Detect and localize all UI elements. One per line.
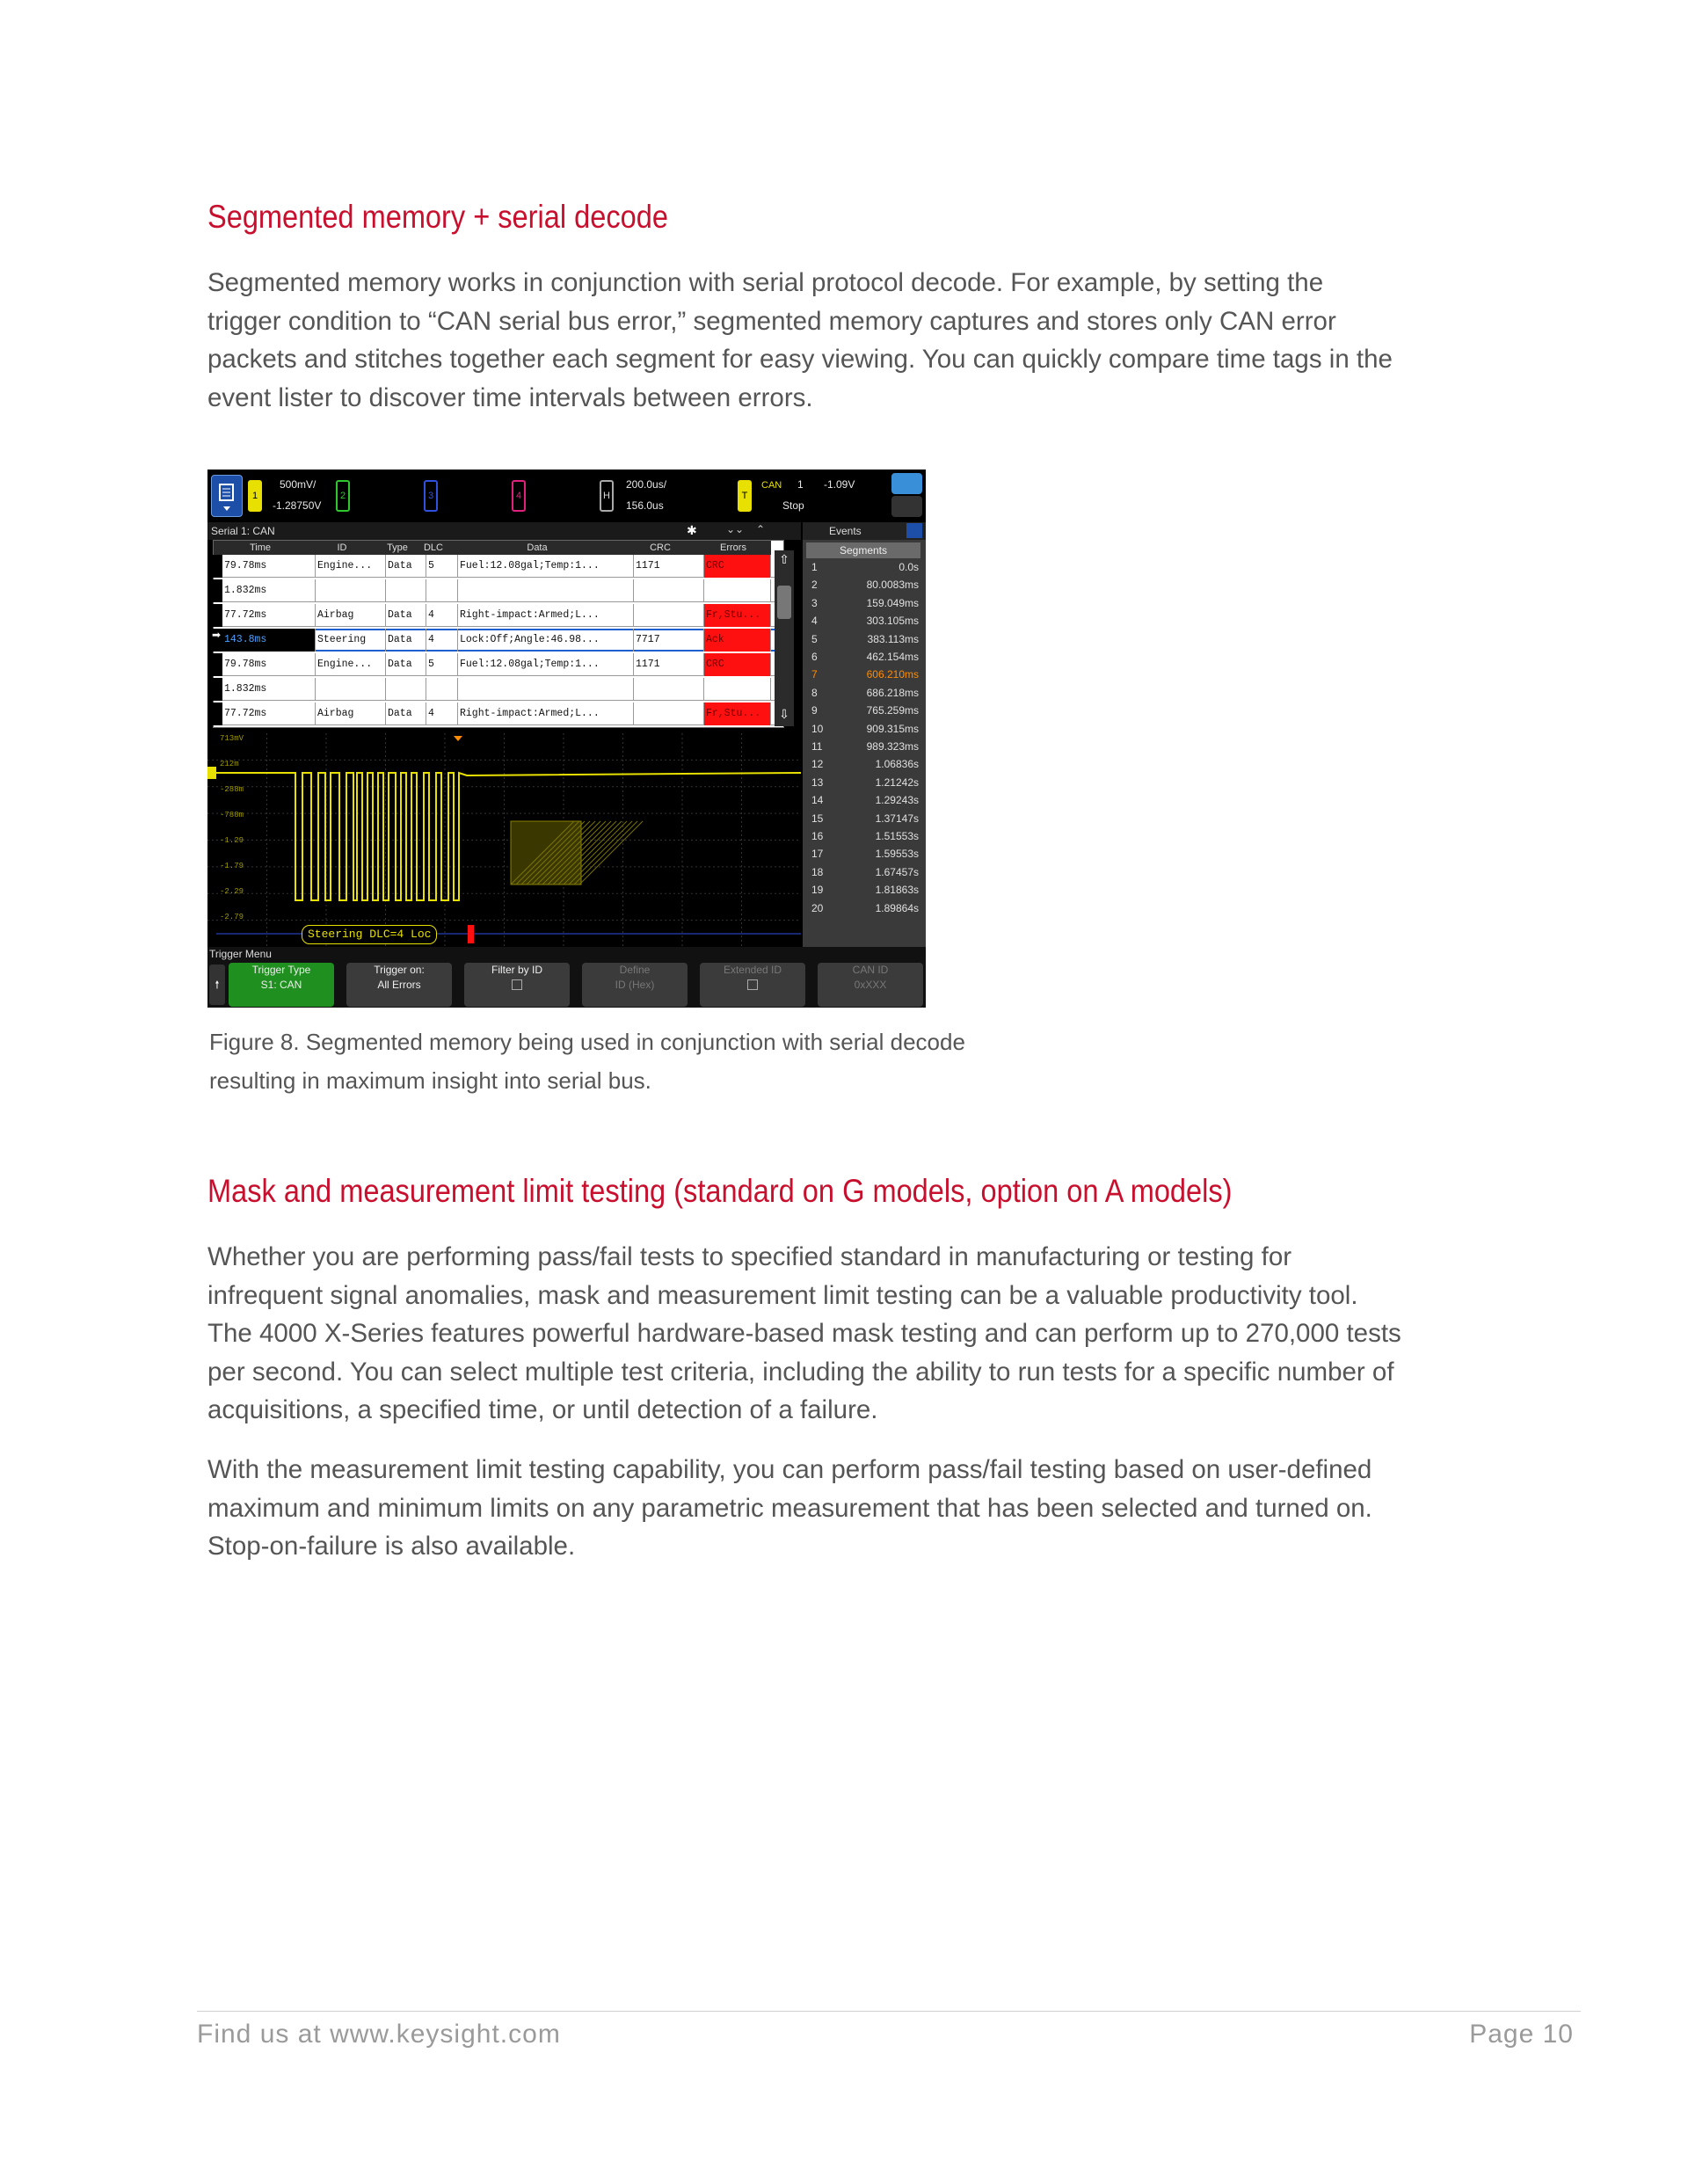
segment-time: 462.154ms bbox=[866, 651, 919, 663]
segment-list-item[interactable] bbox=[803, 830, 926, 848]
segment-number: 12 bbox=[811, 758, 824, 771]
cell-id bbox=[316, 579, 386, 602]
cell-time: 77.72ms bbox=[222, 703, 316, 725]
cell-crc bbox=[634, 703, 704, 725]
softkey-define[interactable] bbox=[582, 963, 688, 1007]
segment-list-item[interactable] bbox=[803, 668, 926, 687]
cell-data: Lock:Off;Angle:46.98... bbox=[458, 629, 634, 652]
cell-dlc: 5 bbox=[426, 653, 458, 676]
ch1-scale: 500mV/ bbox=[280, 478, 316, 491]
cell-errors: CRC bbox=[704, 653, 771, 676]
menu-icon[interactable] bbox=[211, 475, 243, 517]
events-menu-icon[interactable] bbox=[906, 523, 922, 538]
waveform-mini-icon[interactable] bbox=[891, 496, 922, 517]
gear-icon[interactable]: ✱ bbox=[687, 523, 697, 537]
channel-4-button[interactable]: 4 bbox=[512, 480, 526, 512]
paragraph-line: packets and stitches together each segment for easy viewing. You can quickly compare time tags in the bbox=[207, 345, 1393, 375]
segment-list-item[interactable] bbox=[803, 740, 926, 759]
segment-number: 4 bbox=[811, 615, 818, 628]
segment-list-item[interactable] bbox=[803, 776, 926, 795]
cell-time: 143.8ms bbox=[222, 629, 316, 652]
events-tab[interactable]: Events bbox=[829, 525, 862, 537]
segment-time: 1.06836s bbox=[875, 758, 919, 771]
cell-id: Steering bbox=[316, 629, 386, 652]
table-row[interactable] bbox=[214, 678, 783, 701]
softkey-value: 0xXXX bbox=[854, 979, 887, 991]
row-selector[interactable] bbox=[212, 678, 222, 701]
display-icon[interactable] bbox=[891, 473, 922, 494]
segment-number: 16 bbox=[811, 830, 824, 842]
arrow-up-icon[interactable]: ⇧ bbox=[779, 552, 789, 566]
cell-data bbox=[458, 678, 634, 701]
section2-paragraph-2 bbox=[207, 1451, 1491, 1566]
trigger-level: -1.09V bbox=[824, 478, 855, 491]
paragraph-line: acquisitions, a specified time, or until detection of a failure. bbox=[207, 1395, 878, 1425]
segment-list-item[interactable] bbox=[803, 758, 926, 776]
decode-label: Steering DLC=4 Loc bbox=[302, 925, 437, 944]
segment-time: 989.323ms bbox=[866, 740, 919, 753]
section2-paragraph-1 bbox=[207, 1238, 1491, 1430]
cell-type: Data bbox=[386, 629, 426, 652]
segment-time: 1.29243s bbox=[875, 794, 919, 807]
segment-time: 1.81863s bbox=[875, 884, 919, 897]
cell-crc bbox=[634, 579, 704, 602]
cell-errors: Ack bbox=[704, 629, 771, 652]
paragraph-line: per second. You can select multiple test criteria, including the ability to run tests for a specific number of bbox=[207, 1357, 1394, 1387]
cell-id: Airbag bbox=[316, 703, 386, 725]
segment-number: 10 bbox=[811, 722, 824, 735]
column-header-dlc: DLC bbox=[418, 541, 449, 555]
segment-time: 80.0083ms bbox=[866, 579, 919, 592]
segment-number: 18 bbox=[811, 865, 824, 878]
y-axis-label: -2.29 bbox=[220, 887, 244, 896]
checkbox[interactable] bbox=[512, 979, 522, 990]
softkey-filter-by-id[interactable] bbox=[464, 963, 570, 1007]
row-selector[interactable]: ➡ bbox=[212, 629, 222, 652]
segment-list-item[interactable] bbox=[803, 561, 926, 579]
paragraph-line: Stop-on-failure is also available. bbox=[207, 1532, 576, 1562]
segment-list-item[interactable] bbox=[803, 633, 926, 652]
chevron-down-icon[interactable]: ⌄⌄ bbox=[726, 523, 745, 535]
channel-2-button[interactable]: 2 bbox=[336, 480, 350, 512]
cell-type: Data bbox=[386, 555, 426, 578]
cell-crc bbox=[634, 678, 704, 701]
segment-time: 1.21242s bbox=[875, 775, 919, 789]
chevron-up-icon[interactable]: ⌃ bbox=[756, 523, 766, 535]
segment-number: 13 bbox=[811, 775, 824, 789]
segment-number: 1 bbox=[811, 561, 818, 573]
segment-number: 9 bbox=[811, 704, 818, 717]
paragraph-line: event lister to discover time intervals between errors. bbox=[207, 382, 813, 412]
caption-line: resulting in maximum insight into serial bus. bbox=[209, 1067, 651, 1094]
y-axis-label: 212m bbox=[220, 760, 239, 768]
table-row[interactable] bbox=[214, 604, 783, 627]
paragraph-line: maximum and minimum limits on any parametric measurement that has been selected and turned on. bbox=[207, 1493, 1372, 1523]
cell-dlc: 4 bbox=[426, 703, 458, 725]
events-panel bbox=[803, 522, 926, 947]
softkey-label: Trigger on: bbox=[374, 964, 425, 976]
menu-title: Trigger Menu bbox=[209, 948, 272, 960]
cell-errors bbox=[704, 579, 771, 602]
error-marker bbox=[468, 925, 474, 943]
segment-time: 1.59553s bbox=[875, 848, 919, 861]
paragraph-line: With the measurement limit testing capability, you can perform pass/fail testing based on user-defined bbox=[207, 1455, 1372, 1484]
footer-website-link[interactable]: Find us at www.keysight.com bbox=[197, 2020, 561, 2049]
cell-time: 1.832ms bbox=[222, 678, 316, 701]
segment-list-item[interactable] bbox=[803, 884, 926, 902]
softkey-extended-id[interactable] bbox=[700, 963, 805, 1007]
cell-time: 79.78ms bbox=[222, 555, 316, 578]
cell-dlc: 4 bbox=[426, 629, 458, 652]
softkey-value: S1: CAN bbox=[260, 979, 302, 991]
segment-time: 303.105ms bbox=[866, 615, 919, 628]
segment-time: 1.67457s bbox=[875, 865, 919, 878]
cell-time: 1.832ms bbox=[222, 579, 316, 602]
y-axis-label: -788m bbox=[220, 811, 244, 819]
softkey-value: ID (Hex) bbox=[615, 979, 655, 991]
paragraph-line: infrequent signal anomalies, mask and measurement limit testing can be a valuable productivity tool. bbox=[207, 1280, 1358, 1310]
horizontal-button[interactable]: H bbox=[600, 480, 614, 512]
softkey-trigger-type[interactable] bbox=[229, 963, 334, 1007]
section1-paragraph bbox=[207, 264, 1491, 417]
segment-list-item[interactable] bbox=[803, 704, 926, 723]
segment-number: 2 bbox=[811, 579, 818, 592]
softkey-label: Extended ID bbox=[723, 964, 782, 976]
segment-time: 686.218ms bbox=[866, 686, 919, 699]
y-axis-label: -288m bbox=[220, 785, 244, 794]
segment-number: 7 bbox=[811, 668, 818, 681]
cell-dlc bbox=[426, 579, 458, 602]
row-selector[interactable] bbox=[212, 555, 222, 578]
paragraph-line: Whether you are performing pass/fail tests to specified standard in manufacturing or testing for bbox=[207, 1242, 1292, 1271]
list-icon bbox=[212, 476, 242, 516]
cell-data: Fuel:12.08gal;Temp:1... bbox=[458, 555, 634, 578]
segment-list-item[interactable] bbox=[803, 687, 926, 705]
segment-number: 11 bbox=[811, 740, 823, 753]
y-axis-label: -1.29 bbox=[220, 836, 244, 845]
cell-id: Engine... bbox=[316, 653, 386, 676]
scroll-thumb[interactable] bbox=[777, 586, 791, 619]
table-row[interactable] bbox=[214, 703, 783, 725]
trigger-channel: 1 bbox=[797, 478, 804, 491]
softkey-label: Filter by ID bbox=[491, 964, 542, 976]
timebase-value: 200.0us/ bbox=[626, 478, 667, 491]
row-selector[interactable] bbox=[212, 703, 222, 725]
channel-1-ground-marker bbox=[207, 767, 216, 779]
y-axis-label: -1.79 bbox=[220, 862, 244, 870]
segment-list-item[interactable] bbox=[803, 723, 926, 741]
cell-type: Data bbox=[386, 703, 426, 725]
segment-time: 159.049ms bbox=[866, 596, 919, 609]
y-axis-label: 713mV bbox=[220, 734, 244, 743]
segment-list-item[interactable] bbox=[803, 615, 926, 633]
segment-list-item[interactable] bbox=[803, 597, 926, 615]
segment-number: 6 bbox=[811, 651, 818, 663]
column-header-time: Time bbox=[214, 541, 307, 555]
page-number: Page 10 bbox=[1469, 2020, 1574, 2049]
figure-caption bbox=[209, 1023, 1088, 1100]
segment-time: 0.0s bbox=[899, 561, 919, 573]
segment-time: 606.210ms bbox=[866, 668, 919, 681]
segment-number: 19 bbox=[811, 884, 824, 897]
softkey-value: All Errors bbox=[377, 979, 421, 991]
cell-crc: 1171 bbox=[634, 653, 704, 676]
softkey-trigger-on[interactable] bbox=[346, 963, 452, 1007]
cell-type bbox=[386, 579, 426, 602]
column-header-crc: CRC bbox=[625, 541, 695, 555]
segment-list-item[interactable] bbox=[803, 794, 926, 812]
segment-time: 1.51553s bbox=[875, 830, 919, 842]
section-heading-mask-testing: Mask and measurement limit testing (standard on G models, option on A models) bbox=[207, 1173, 1233, 1209]
segment-time: 1.89864s bbox=[875, 901, 919, 914]
lister-scrollbar[interactable] bbox=[775, 550, 794, 726]
segment-time: 383.113ms bbox=[867, 632, 919, 645]
scope-top-bar bbox=[207, 470, 926, 521]
segment-time: 765.259ms bbox=[866, 704, 919, 717]
y-axis-label: -2.79 bbox=[220, 913, 244, 921]
ch1-offset: -1.28750V bbox=[273, 499, 322, 512]
segment-list-item[interactable] bbox=[803, 812, 926, 831]
arrow-down-icon[interactable]: ⇩ bbox=[779, 707, 789, 721]
trigger-source: CAN bbox=[761, 480, 782, 491]
segment-number: 3 bbox=[811, 596, 818, 609]
cell-crc: 1171 bbox=[634, 555, 704, 578]
segment-number: 8 bbox=[811, 686, 818, 699]
cell-dlc bbox=[426, 678, 458, 701]
waveform-graticule bbox=[207, 733, 801, 947]
waveform-display[interactable] bbox=[207, 733, 801, 947]
events-tab-bar bbox=[803, 522, 926, 540]
delay-value: 156.0us bbox=[626, 499, 664, 512]
run-state: Stop bbox=[782, 499, 804, 512]
lister-title: Serial 1: CAN bbox=[211, 525, 275, 537]
segment-number: 14 bbox=[811, 794, 824, 807]
table-row[interactable] bbox=[214, 629, 783, 652]
segments-header: Segments bbox=[806, 542, 920, 558]
cell-errors: Fr,Stu... bbox=[704, 703, 771, 725]
table-row[interactable] bbox=[214, 653, 783, 676]
segment-list-item[interactable] bbox=[803, 848, 926, 866]
cell-crc bbox=[634, 604, 704, 627]
segment-list-item[interactable] bbox=[803, 902, 926, 921]
paragraph-line: Segmented memory works in conjunction with serial protocol decode. For example, by setting the bbox=[207, 268, 1324, 297]
segment-time: 1.37147s bbox=[875, 812, 919, 825]
channel-3-button[interactable]: 3 bbox=[424, 480, 438, 512]
cell-type: Data bbox=[386, 653, 426, 676]
cell-type: Data bbox=[386, 604, 426, 627]
row-selector[interactable] bbox=[212, 579, 222, 602]
cell-data: Fuel:12.08gal;Temp:1... bbox=[458, 653, 634, 676]
channel-1-button[interactable]: 1 bbox=[248, 480, 262, 512]
segment-number: 15 bbox=[811, 812, 824, 825]
paragraph-line: trigger condition to “CAN serial bus error,” segmented memory captures and stores only CAN error bbox=[207, 306, 1336, 336]
segment-list-item[interactable] bbox=[803, 651, 926, 669]
cell-data: Right-impact:Armed;L... bbox=[458, 604, 634, 627]
softkey-label: CAN ID bbox=[852, 964, 889, 976]
oscilloscope-screenshot bbox=[207, 470, 926, 1008]
trigger-button[interactable]: T bbox=[738, 480, 752, 512]
cell-dlc: 5 bbox=[426, 555, 458, 578]
segment-number: 20 bbox=[811, 901, 824, 914]
softkey-label: Trigger Type bbox=[251, 964, 311, 976]
checkbox[interactable] bbox=[747, 979, 758, 990]
cell-data: Right-impact:Armed;L... bbox=[458, 703, 634, 725]
segment-number: 17 bbox=[811, 848, 824, 861]
event-lister-table bbox=[213, 540, 784, 728]
cell-type bbox=[386, 678, 426, 701]
column-header-data: Data bbox=[449, 541, 625, 555]
row-selector[interactable] bbox=[212, 653, 222, 676]
hatched-region bbox=[511, 821, 581, 885]
caption-line: Figure 8. Segmented memory being used in conjunction with serial decode bbox=[209, 1029, 965, 1055]
footer-divider bbox=[197, 2011, 1581, 2012]
segment-list-item[interactable] bbox=[803, 866, 926, 885]
lister-title-bar bbox=[207, 522, 801, 540]
column-header-errors: Errors bbox=[695, 541, 771, 555]
cell-id bbox=[316, 678, 386, 701]
table-row[interactable] bbox=[214, 555, 783, 578]
softkey-can-id[interactable] bbox=[818, 963, 923, 1007]
column-header-id: ID bbox=[307, 541, 377, 555]
segment-time: 909.315ms bbox=[866, 722, 919, 735]
cell-id: Airbag bbox=[316, 604, 386, 627]
cell-time: 77.72ms bbox=[222, 604, 316, 627]
segment-list-item[interactable] bbox=[803, 579, 926, 597]
softkey-label: Define bbox=[619, 964, 651, 976]
cell-crc: 7717 bbox=[634, 629, 704, 652]
cell-errors: Fr,Stu... bbox=[704, 604, 771, 627]
cell-id: Engine... bbox=[316, 555, 386, 578]
cell-errors bbox=[704, 678, 771, 701]
segment-number: 5 bbox=[811, 632, 818, 645]
row-selector[interactable] bbox=[212, 604, 222, 627]
table-row[interactable] bbox=[214, 579, 783, 602]
column-header-type: Type bbox=[377, 541, 418, 555]
section-heading-segmented-memory: Segmented memory + serial decode bbox=[207, 199, 668, 235]
back-arrow-icon[interactable]: 🠕 bbox=[209, 965, 225, 1005]
trigger-menu-bar bbox=[207, 947, 926, 1008]
cell-time: 79.78ms bbox=[222, 653, 316, 676]
cell-data bbox=[458, 579, 634, 602]
paragraph-line: The 4000 X-Series features powerful hardware-based mask testing and can perform up to 270,000 tests bbox=[207, 1319, 1401, 1349]
cell-dlc: 4 bbox=[426, 604, 458, 627]
cell-errors: CRC bbox=[704, 555, 771, 578]
